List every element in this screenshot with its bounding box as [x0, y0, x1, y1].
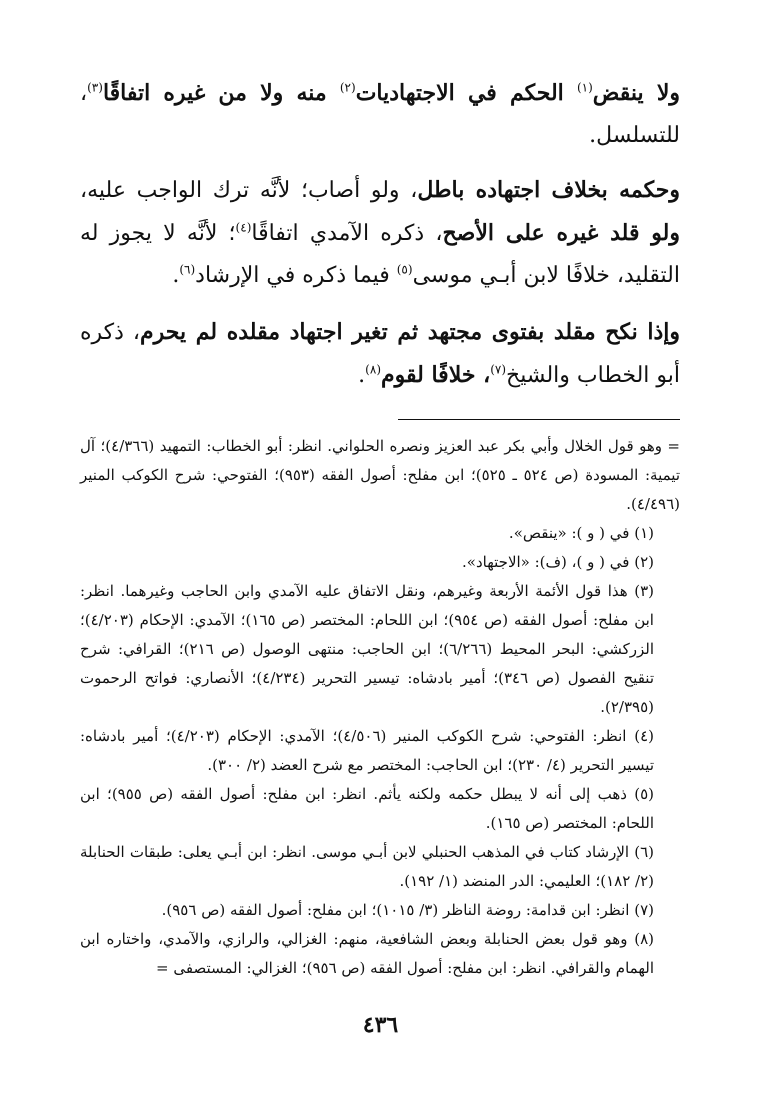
footnote-8: (٨) وهو قول بعض الحنابلة وبعض الشافعية، منهم: الغزالي، والرازي، والآمدي، واختاره ابن الهمام والقرافي. انظر: ابن مفلح: أصول الفقه (ص ٩٥٦)؛ الغزالي: المستصفى = — [80, 930, 654, 977]
paragraph-1 — [80, 72, 680, 157]
footnote-2: (٢) في ( و )، (ف): «الاجتهاد». — [462, 553, 654, 571]
p3-text-c: ، خلافًا لقوم — [381, 362, 491, 388]
footnote-6: (٦) الإرشاد كتاب في المذهب الحنبلي لابن أبـي موسى. انظر: ابن أبـي يعلى: طبقات الحنابلة (٢/ ١٨٢)؛ العليمي: الدر المنضد (١/ ١٩٢). — [80, 843, 654, 890]
footnote-ref-6: (٦) — [179, 262, 196, 277]
footnotes — [80, 432, 680, 983]
p1-text-d: ، للتسلسل. — [80, 81, 680, 148]
p3-text-a: وإذا نكح مقلد بفتوى مجتهد ثم تغير اجتهاد مقلده لم يحرم — [140, 319, 681, 345]
footnote-ref-4: (٤) — [235, 220, 252, 235]
footnote-divider — [398, 419, 680, 420]
paragraph-2 — [80, 169, 680, 297]
p1-text-c: منه ولا من غيره اتفاقًا — [102, 80, 340, 106]
p3-text-b: ، ذكره أبو الخطاب والشيخ — [80, 320, 680, 388]
page-body — [80, 72, 680, 983]
p1-text-b: الحكم في الاجتهاديات — [355, 80, 577, 106]
p3-text-d: . — [358, 363, 366, 388]
footnote-4: (٤) انظر: الفتوحي: شرح الكوكب المنير (٤/٥٠٦)؛ الآمدي: الإحكام (٤/٢٠٣)؛ أمير بادشاه: تيسير التحرير (٤/ ٢٣٠)؛ ابن الحاجب: المختصر مع شرح العضد (٢/ ٣٠٠). — [80, 727, 654, 774]
p2-text-d: ، ذكره الآمدي اتفاقًا — [251, 221, 443, 246]
footnote-ref-3: (٣) — [87, 80, 103, 95]
footnote-ref-5: (٥) — [396, 262, 413, 277]
footnote-3: (٣) هذا قول الأئمة الأربعة وغيرهم، ونقل الاتفاق عليه الآمدي وابن الحاجب وغيرهما. انظر: ابن مفلح: أصول الفقه (ص ٩٥٤)؛ ابن اللحام: المختصر (ص ١٦٥)؛ الآمدي: الإحكام (٤/٢٠٣)؛ الزركشي: البحر المحيط (٦/٢٦٦)؛ ابن الحاجب: منتهى الوصول (ص ٢١٦)؛ القرافي: شرح تنقيح الفصول (ص ٣٤٦)؛ أمير بادشاه: تيسير التحرير (٤/٢٣٤)؛ الأنصاري: فواتح الرحموت (٢/٣٩٥). — [80, 582, 654, 716]
page-number: ٤٣٦ — [362, 1012, 399, 1038]
p1-text-a: ولا ينقض — [592, 80, 680, 106]
p2-text-b: ، ولو أصاب؛ لأنَّه ترك الواجب عليه، — [80, 178, 418, 203]
p2-text-g: . — [172, 263, 180, 288]
p2-text-f: فيما ذكره في الإرشاد — [195, 263, 397, 288]
footnote-ref-1: (١) — [576, 80, 593, 95]
p2-text-e: ؛ لأنَّه لا يجوز له التقليد، خلافًا لابن أبـي موسى — [80, 221, 680, 288]
main-text — [80, 72, 680, 397]
footnote-ref-7: (٧) — [490, 362, 507, 377]
p2-text-c: ولو قلد غيره على الأصح — [442, 220, 680, 246]
footnote-5: (٥) ذهب إلى أنه لا يبطل حكمه ولكنه يأثم. انظر: ابن مفلح: أصول الفقه (ص ٩٥٥)؛ ابن اللحام: المختصر (ص ١٦٥). — [80, 785, 654, 832]
p2-text-a: وحكمه بخلاف اجتهاده باطل — [417, 177, 680, 203]
footnote-1: (١) في ( و ): «ينقص». — [508, 524, 654, 542]
footnote-continued: = وهو قول الخلال وأبي بكر عبد العزيز ونصره الحلواني. انظر: أبو الخطاب: التمهيد (٤/٣٦٦)؛ آل تيمية: المسودة (ص ٥٢٤ ـ ٥٢٥)؛ ابن مفلح: أصول الفقه (٩٥٣)؛ الفتوحي: شرح الكوكب المنير (٤/٤٩٦). — [80, 437, 680, 513]
footnote-7: (٧) انظر: ابن قدامة: روضة الناظر (٣/ ١٠١٥)؛ ابن مفلح: أصول الفقه (ص ٩٥٦). — [161, 901, 654, 919]
footnote-ref-2: (٢) — [339, 80, 356, 95]
paragraph-3 — [80, 311, 680, 397]
footnote-ref-8: (٨) — [365, 362, 381, 377]
